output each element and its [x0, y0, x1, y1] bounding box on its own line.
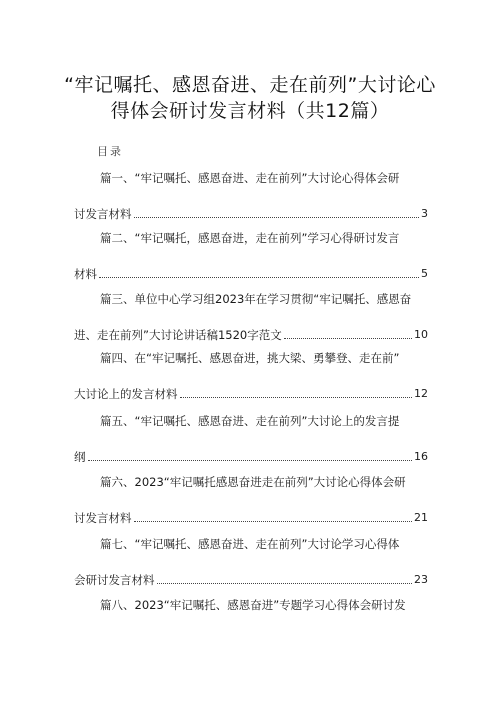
toc-entry-3[interactable] — [74, 291, 428, 343]
toc-entry-4[interactable] — [74, 350, 428, 402]
toc-entry-continuation: 进、走在前列”大讨论讲话稿1520字范文 — [74, 328, 282, 342]
toc-page-number: 5 — [421, 267, 428, 280]
toc-entry-continuation: 讨发言材料 — [74, 207, 132, 221]
toc-entry-title: 篇八、2023“牢记嘱托、感恩奋进”专题学习心得体会研讨发 — [100, 598, 406, 612]
toc-page-number: 16 — [414, 450, 428, 463]
toc-entry-continuation: 讨发言材料 — [74, 511, 132, 525]
document-title — [60, 72, 440, 124]
toc-entry-1[interactable] — [74, 170, 428, 222]
toc-entry-title: 篇二、“牢记嘱托，感恩奋进，走在前列”学习心得研讨发言 — [100, 231, 400, 245]
dot-leader — [99, 276, 419, 278]
toc-page-number: 10 — [414, 328, 428, 341]
title-line-1: “牢记嘱托、感恩奋进、走在前列”大讨论心 — [64, 74, 436, 96]
toc-entry-title: 篇四、在“牢记嘱托、感恩奋进，挑大梁、勇攀登、走在前” — [100, 351, 400, 365]
toc-entry-7[interactable] — [74, 536, 428, 588]
toc-entry-title: 篇三、单位中心学习组2023年在学习贯彻“牢记嘱托、感恩奋 — [100, 292, 412, 306]
toc-entry-title: 篇七、“牢记嘱托、感恩奋进、走在前列”大讨论学习心得体 — [100, 537, 400, 551]
toc-entry-continuation: 大讨论上的发言材料 — [74, 387, 178, 401]
toc-page-number: 21 — [414, 511, 428, 524]
dot-leader — [284, 337, 412, 339]
toc-entry-continuation: 材料 — [74, 267, 97, 281]
dot-leader — [88, 459, 413, 461]
dot-leader — [157, 582, 413, 584]
toc-page-number: 3 — [421, 207, 428, 220]
toc-entry-title: 篇五、“牢记嘱托、感恩奋进、走在前列”大讨论上的发言提 — [100, 414, 400, 428]
toc-entry-2[interactable] — [74, 230, 428, 282]
toc-entry-title: 篇一、“牢记嘱托、感恩奋进、走在前列”大讨论心得体会研 — [100, 171, 400, 185]
toc-page-number: 12 — [414, 387, 428, 400]
toc-entry-continuation: 会研讨发言材料 — [74, 573, 155, 587]
dot-leader — [134, 216, 420, 218]
toc-entry-6[interactable] — [74, 474, 428, 526]
toc-page-number: 23 — [414, 573, 428, 586]
toc-entry-continuation: 纲 — [74, 450, 86, 464]
toc-entry-8[interactable] — [74, 597, 428, 613]
toc-entry-5[interactable] — [74, 413, 428, 465]
toc-heading: 目录 — [97, 145, 123, 158]
title-line-2: 得体会研讨发言材料（共12篇） — [110, 100, 390, 122]
dot-leader — [180, 396, 413, 398]
toc-entry-title: 篇六、2023“牢记嘱托感恩奋进走在前列”大讨论心得体会研 — [100, 475, 406, 489]
dot-leader — [134, 520, 413, 522]
